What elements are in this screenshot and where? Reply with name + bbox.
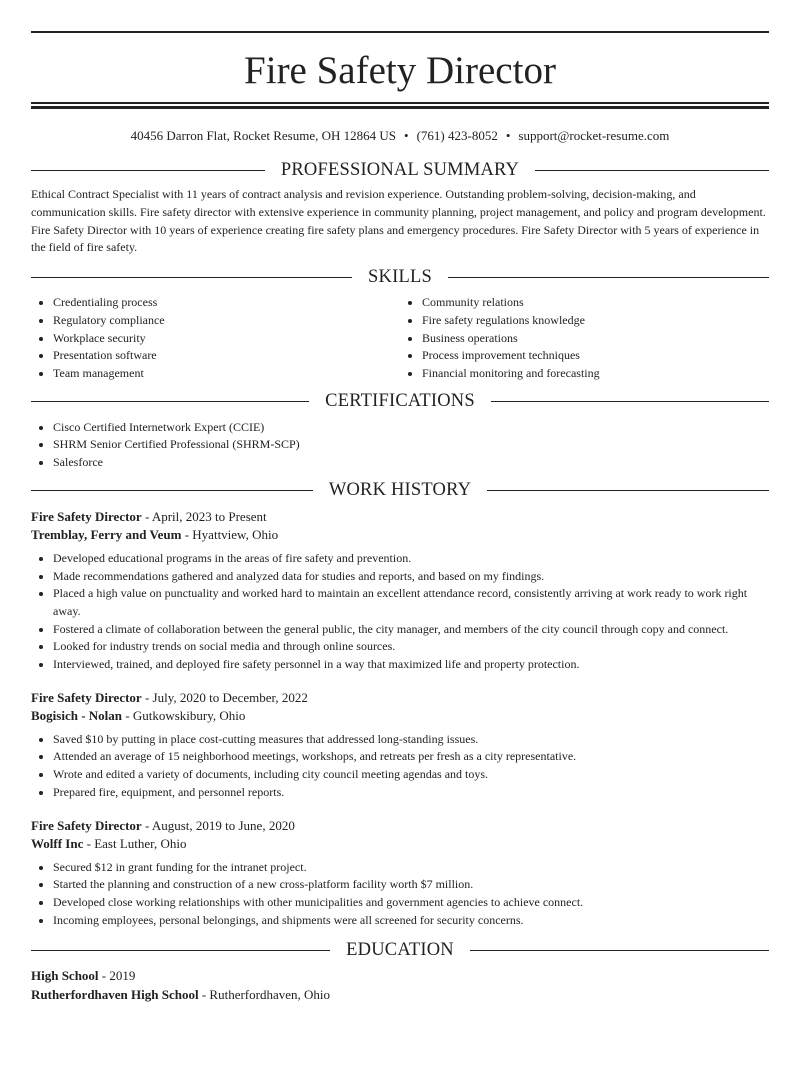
- summary-heading: [31, 157, 769, 183]
- list-item: • Looked for industry trends on social media and through online sources.: [53, 638, 769, 656]
- list-item: • Prepared fire, equipment, and personnel reports.: [53, 784, 769, 802]
- section-title: CERTIFICATIONS: [325, 391, 475, 412]
- list-item: • Saved $10 by putting in place cost-cutting measures that addressed long-standing issues.: [53, 731, 769, 749]
- list-item: • Team management: [53, 365, 400, 383]
- skills-left-list: [31, 294, 400, 383]
- list-item: • Business operations: [422, 330, 769, 348]
- degree: High School: [31, 968, 99, 984]
- separator: •: [505, 128, 511, 143]
- company-location: - East Luther, Ohio: [83, 836, 187, 852]
- degree-line: [31, 967, 769, 986]
- divider: [31, 170, 265, 171]
- divider: [31, 490, 313, 491]
- company-name: Tremblay, Ferry and Veum: [31, 527, 182, 543]
- job-title: Fire Safety Director: [31, 817, 142, 833]
- job-entry: [31, 508, 769, 674]
- job-company-line: [31, 835, 769, 854]
- address: 40456 Darron Flat, Rocket Resume, OH 12864 US: [130, 128, 397, 143]
- separator: •: [404, 128, 409, 143]
- list-item: • Cisco Certified Internetwork Expert (CCIE): [53, 419, 769, 437]
- skills-right-list: [400, 294, 769, 383]
- school-line: [31, 986, 769, 1005]
- section-title: SKILLS: [368, 266, 432, 287]
- divider: [31, 950, 330, 951]
- list-item: • Workplace security: [53, 330, 400, 348]
- list-item: • Started the planning and construction of a new cross-platform facility worth $7 million.: [53, 876, 769, 894]
- list-item: • Secured $12 in grant funding for the intranet project.: [53, 859, 769, 877]
- education-heading: [31, 937, 769, 963]
- list-item: • Process improvement techniques: [422, 347, 769, 365]
- list-item: • Presentation software: [53, 347, 400, 365]
- list-item: • Salesforce: [53, 454, 769, 472]
- school-name: Rutherfordhaven High School: [31, 986, 199, 1002]
- list-item: • Fostered a climate of collaboration between the general public, the city manager, and members of the city council through copy and connect.: [53, 621, 769, 639]
- list-item: • Developed educational programs in the areas of fire safety and prevention.: [53, 550, 769, 568]
- list-item: • Interviewed, trained, and deployed fire safety personnel in a way that maximized life and property protection.: [53, 656, 769, 674]
- resume-page: [31, 31, 769, 1004]
- divider: [487, 490, 769, 491]
- job-title-line: [31, 689, 769, 708]
- title-double-rule: [31, 102, 769, 109]
- job-company-line: [31, 526, 769, 545]
- list-item: • Made recommendations gathered and analyzed data for studies and reports, and based on my findings.: [53, 568, 769, 586]
- certifications-heading: [31, 389, 769, 415]
- divider: [470, 950, 769, 951]
- job-title: Fire Safety Director: [31, 689, 142, 705]
- list-item: • Developed close working relationships with other municipalities and government agencies to achieve connect.: [53, 894, 769, 912]
- job-title: Fire Safety Director: [31, 508, 142, 524]
- list-item: • Incoming employees, personal belongings, and shipments were all screened for security concerns.: [53, 912, 769, 930]
- divider: [31, 277, 352, 278]
- job-bullets: [31, 859, 769, 930]
- job-dates: - August, 2019 to June, 2020: [141, 817, 295, 833]
- job-title-line: [31, 817, 769, 836]
- divider: [448, 277, 769, 278]
- certifications-list: [31, 419, 769, 472]
- list-item: • Community relations: [422, 294, 769, 312]
- job-entry: [31, 689, 769, 802]
- skills-columns: [31, 294, 769, 383]
- education-entry: [31, 967, 769, 1004]
- job-bullets: [31, 550, 769, 674]
- job-dates: - July, 2020 to December, 2022: [141, 689, 308, 705]
- summary-text: Ethical Contract Specialist with 11 years of contract analysis and revision experience. Outstanding problem-solving, decision-making, and communication skills. Fire safety director with extensive experience in community planning, project management, and policy and program development. Fire Safety Director with 10 years of experience creating fire safety plans and emergency procedures. Fire Safety Director with 5 years of experience in the field of fire safety.: [31, 187, 766, 255]
- company-name: Bogisich - Nolan: [31, 708, 123, 724]
- divider: [31, 401, 309, 402]
- section-title: EDUCATION: [346, 939, 454, 960]
- list-item: • Attended an average of 15 neighborhood meetings, workshops, and retreats per fresh as a city representative.: [53, 748, 769, 766]
- school-location: - Rutherfordhaven, Ohio: [198, 986, 330, 1002]
- job-title-line: [31, 508, 769, 527]
- list-item: • SHRM Senior Certified Professional (SHRM-SCP): [53, 436, 769, 454]
- job-entry: [31, 817, 769, 930]
- top-rule: [31, 31, 769, 33]
- section-title: PROFESSIONAL SUMMARY: [280, 159, 520, 180]
- company-location: - Hyattview, Ohio: [181, 527, 279, 543]
- divider: [535, 170, 769, 171]
- list-item: • Wrote and edited a variety of documents, including city council meeting agendas and toys.: [53, 766, 769, 784]
- page-title: Fire Safety Director: [244, 49, 556, 92]
- list-item: • Placed a high value on punctuality and worked hard to maintain an excellent attendance record, consistently arriving at work ready to work right away.: [53, 585, 769, 620]
- divider: [491, 401, 769, 402]
- job-bullets: [31, 731, 769, 802]
- graduation-year: - 2019: [98, 968, 136, 984]
- section-title: WORK HISTORY: [328, 480, 472, 501]
- list-item: • Fire safety regulations knowledge: [422, 312, 769, 330]
- job-dates: - April, 2023 to Present: [141, 508, 267, 524]
- list-item: • Financial monitoring and forecasting: [422, 365, 769, 383]
- company-location: - Gutkowskibury, Ohio: [122, 708, 246, 724]
- list-item: • Regulatory compliance: [53, 312, 400, 330]
- company-name: Wolff Inc: [31, 836, 84, 852]
- skills-heading: [31, 264, 769, 290]
- job-company-line: [31, 707, 769, 726]
- email-link[interactable]: support@rocket-resume.com: [518, 128, 670, 143]
- list-item: • Credentialing process: [53, 294, 400, 312]
- work-history-heading: [31, 478, 769, 504]
- phone: (761) 423-8052: [416, 128, 498, 143]
- contact-line: [31, 128, 769, 148]
